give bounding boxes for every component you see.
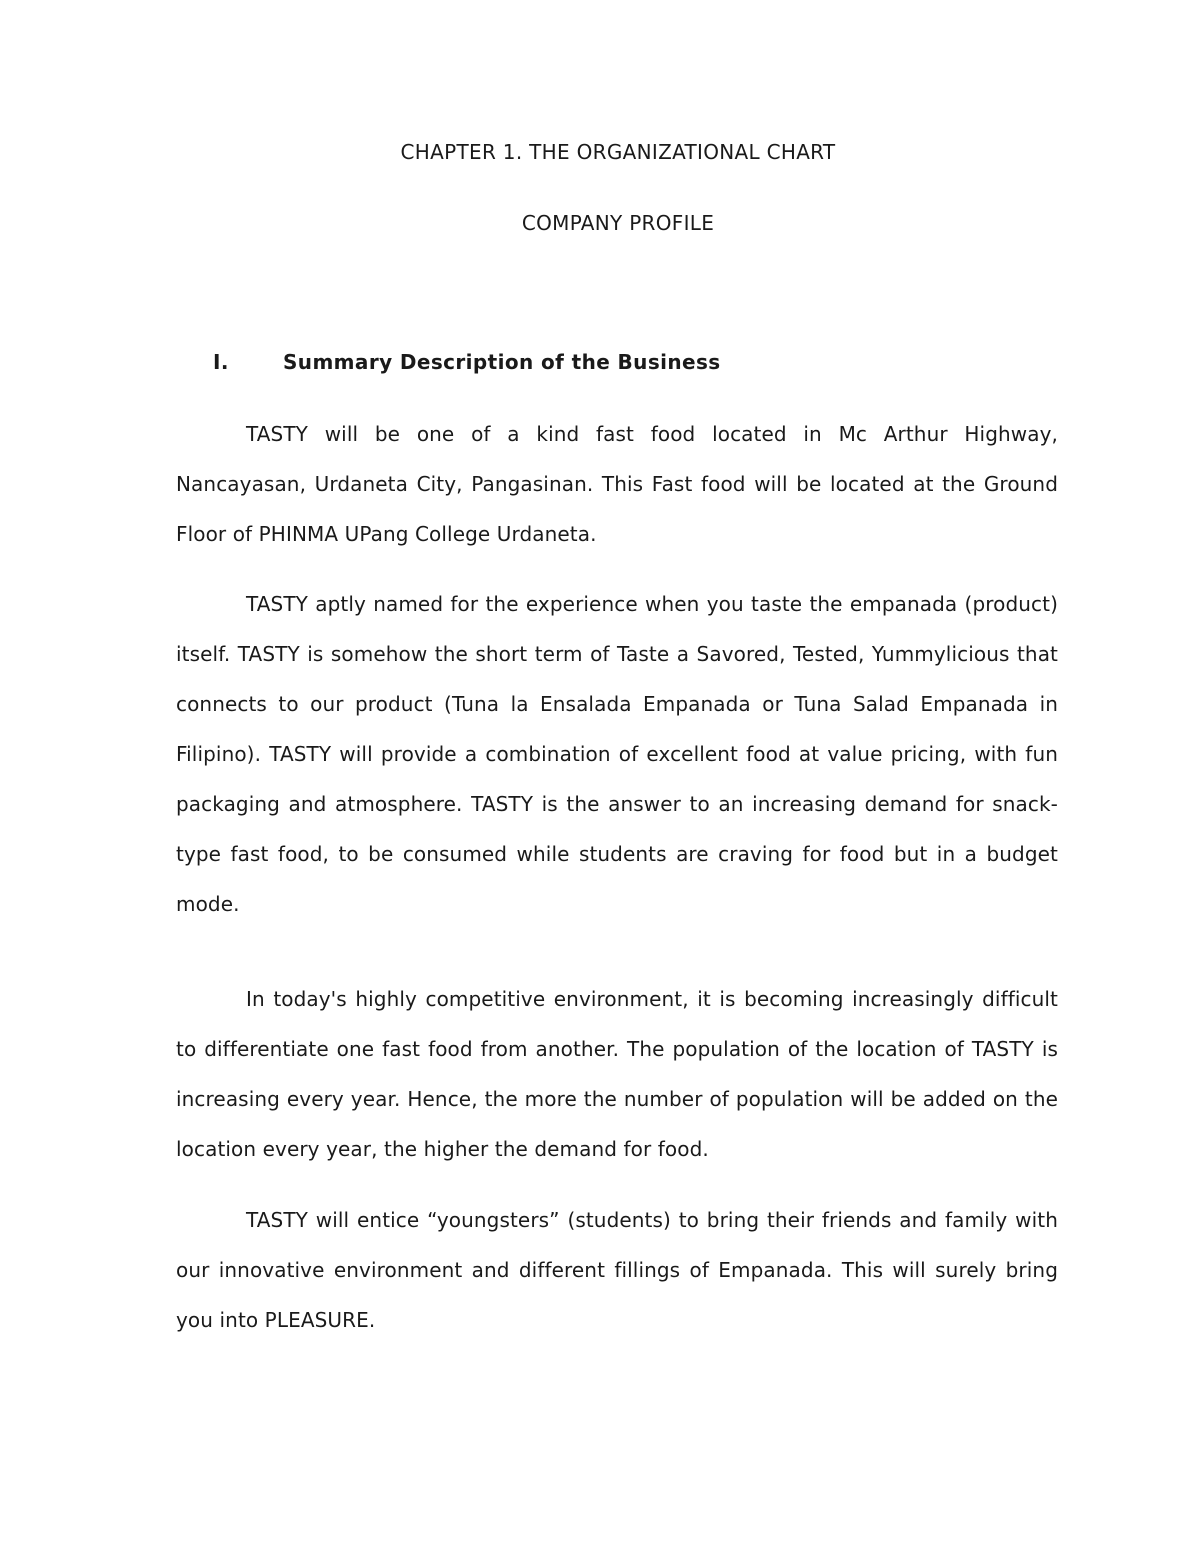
paragraph: TASTY aptly named for the experience when you taste the empanada (product) itself. TASTY is somehow the short term of Taste a Savored, Tested, Yummylicious that connects to our product (Tuna la Ensalada Empanada or Tuna Salad Empanada in Filipino). TASTY will provide a combination of excellent food at value pricing, with fun packaging and atmosphere. TASTY is the answer to an increasing demand for snack-type fast food, to be consumed while students are craving for food but in a budget mode. — [176, 592, 1058, 916]
section-heading — [213, 350, 721, 374]
page-subtitle: COMPANY PROFILE — [521, 211, 715, 235]
section-number: I. — [213, 350, 229, 374]
paragraph-block — [176, 579, 1058, 929]
chapter-title: CHAPTER 1. THE ORGANIZATIONAL CHART — [400, 140, 836, 164]
paragraph: TASTY will be one of a kind fast food located in Mc Arthur Highway, Nancayasan, Urdaneta City, Pangasinan. This Fast food will be located at the Ground Floor of PHINMA UPang College Urdaneta. — [176, 422, 1058, 546]
paragraph-block — [176, 1195, 1058, 1345]
paragraph-block — [176, 974, 1058, 1174]
section-title: Summary Description of the Business — [283, 350, 721, 374]
paragraph: TASTY will entice “youngsters” (students) to bring their friends and family with our innovative environment and different fillings of Empanada. This will surely bring you into PLEASURE. — [176, 1208, 1058, 1332]
paragraph-block — [176, 409, 1058, 559]
paragraph: In today's highly competitive environment, it is becoming increasingly difficult to differentiate one fast food from another. The population of the location of TASTY is increasing every year. Hence, the more the number of population will be added on the location every year, the higher the demand for food. — [176, 987, 1058, 1161]
